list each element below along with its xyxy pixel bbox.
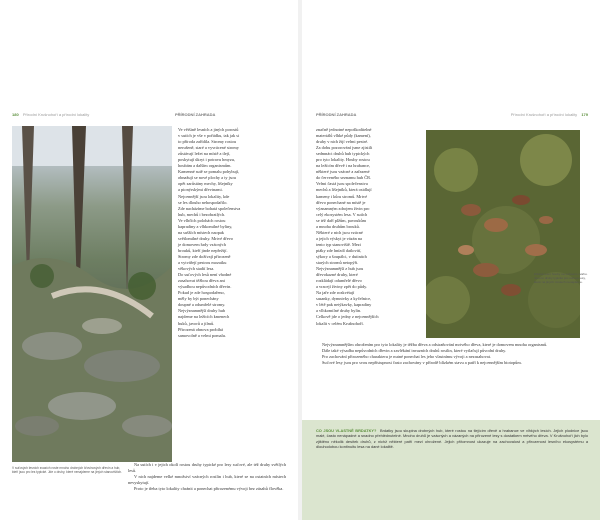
left-photo-caption: V suťových lesních svazích roste mnoho drobných křovinových dřevin a hub, kteří jsou pro les typické. Jde o druhy, které nenajdeme na jiných stanovištích. xyxy=(12,466,122,475)
right-section-label: PŘÍRODNÍ ZAHRADA xyxy=(316,112,357,117)
forest-scree-illustration xyxy=(12,126,172,462)
right-photo-caption: Zdravé lesní houby na suťovém svahu. Jsou to druhy typické pro suťové lesy, které na jiných místech nenajdeme. xyxy=(534,272,588,285)
left-page xyxy=(0,0,298,520)
right-page xyxy=(302,0,600,520)
right-page-number: 179 xyxy=(581,112,588,117)
right-running-title: Přírodní Krušnohoří a přírodní lokality xyxy=(510,112,578,117)
left-page-header xyxy=(12,112,89,117)
right-top-column: značně jednotné nepoškoditelné materiálů vlhké půdy (kamení), druhy v nich žijí velmi pestré. Za dobu pozorování jsme zjistili sedmnáct druhů hub typických pro tyto lokality. Houby rostou na ležícím dřevě i na hrabance, některé jsou vzácné a zařazené do červeného seznamu hub ČR. Velmi častá jsou společenstva mechů a lišejníků, která osidlují kameny i kůru stromů. Mrtvé dřevo ponechané na místě je významným zdrojem živin pro celý ekosystém lesa. V sutích se též daří plžům, pavoukům a mnoha druhům brouků. Některé z nich jsou vzácné a jejich výskyt je vázán na tento typ stanoviště. Mezi ptáky zde hnízdí datlovití, sýkory a šoupálci, v dutinách starých stromů netopýři. Nejvýznamnější z hub jsou dřevokazné druhy, které rozkládají odumřelé dřevo a vracejí živiny zpět do půdy. Na jaře zde rozkvétají sasanky, dymnivky a kyčelnice, v létě pak netýkavky, kapradiny a vlhkomilné druhy bylin. Celkově jde o jedny z nejcennějších lokalit v celém Krušnohoří. xyxy=(316,127,379,326)
mushrooms-photo xyxy=(426,130,580,338)
info-box-text xyxy=(316,428,588,449)
forest-scree-photo xyxy=(12,126,172,462)
info-box-body: Brdatky jsou skupina drobných hub, které rostou na tlejícím dřevě a hrabance ve vlhkých lesích. Jejich plodnice jsou malé, často nenápadné a snadno přehlédnutelné. Mnoho druhů je vzácných a vázaných na přirozené lesy s dostatkem mrtvého dřeva. V Krušnohoří jich bylo zjištěno několik desítek druhů, z nichž některé patří mezi ohrožené. Jejich přítomnost ukazuje na zachovalost a přirozenost lesního ekosystému a dlouhodobou kontinuitu lesa na dané lokalitě. xyxy=(316,428,588,449)
left-running-title: Přírodní Krušnohoří a přírodní lokality xyxy=(22,112,90,117)
left-section-label: PŘÍRODNÍ ZAHRADA xyxy=(175,112,216,117)
right-page-header xyxy=(511,112,588,117)
left-wide-column: Na sutích i v jejich okolí rostou druhy typické pro lesy suťové, ale též druhy světlých lesů. V nich najdeme velké množství vzácných rostlin i hub, které se na ostatních místech nevyskytují. Proto je třeba tyto lokality chránit a ponechat přirozenému vývoji bez zásahů člověka. xyxy=(128,462,286,492)
mushrooms-illustration xyxy=(426,130,580,338)
left-narrow-column: Ve většině lesních a jiných porostů v sutích je vše v pořádku, tak jak si to příroda zařídila. Stromy rostou nerušeně, staré a vyvrácené stromy zůstávají ležet na místě a tlejí, poskytují úkryt i potravu hmyzu, houbám a dalším organismům. Kamenné sutě se pomalu pohybují, obnažují se nové plochy a ty jsou opět zarůstány mechy, lišejníky a pionýrskými dřevinami. Nejcennější jsou lokality, kde se les dlouho nehospodařilo. Zde nacházíme bohatá společenstva hub, mechů i bezobratlých. Ve vlhčích polohách rostou kapradiny a vlhkomilné byliny, na sušších místech naopak světlomilné druhy. Mrtvé dřevo je domovem řady vzácných brouků, kteří jinde nepřežijí. Stromy zde dožívají přirozeně a vytvářejí pestrou mozaiku věkových stadií lesa. Do suťových lesů není vhodné zasahovat těžbou dřeva ani výsadbou nepůvodních dřevin. Pokud je zde hospodařeno, měly by být ponechány doupné a odumřelé stromy. Nejvýznamnější druhy hub najdeme na ležících kmenech buků, javorů a jilmů. Přirozená obnova probíhá samovolně a velmi pomalu. xyxy=(178,127,241,338)
info-box-title: CO JSOU VLASTNĚ BRDATKY? xyxy=(316,428,377,433)
info-box xyxy=(302,420,600,520)
right-main-column: Nejvýznamnějším ohrožením pro tyto lokality je těžba dřeva a odstraňování mrtvého dřeva, které je domovem mnoha organismů. Dále také výsadba nepůvodních dřevin a zavlékání invazních druhů rostlin, které vytlačují původní druhy. Pro zachování přirozeného charakteru je nutné ponechat les jeho vlastnímu vývoji a nezasahovat. Suťové lesy jsou pro svou nepřístupnost často zachovány v přírodě blízkém stavu a patří k nejcennějším biotopům. xyxy=(322,342,548,366)
left-page-number: 180 xyxy=(12,112,19,117)
